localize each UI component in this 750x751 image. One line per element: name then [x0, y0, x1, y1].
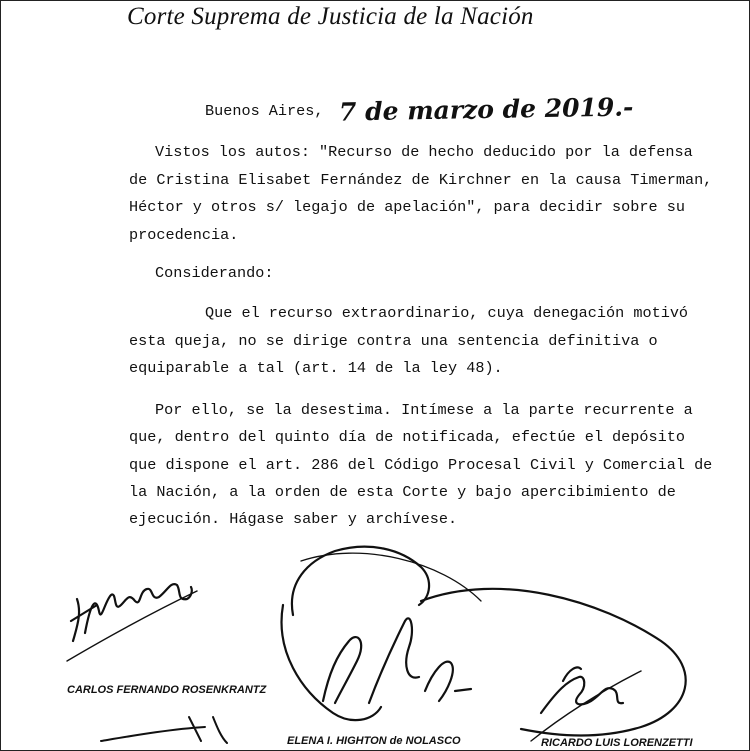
signatory-name-lorenzetti: RICARDO LUIS LORENZETTI [541, 737, 693, 749]
lorenzetti-signature-mark [421, 589, 686, 741]
signatures-graphic [1, 1, 749, 750]
que-line-3: equiparable a tal (art. 14 de la ley 48). [129, 359, 503, 377]
por-ello-line-5: ejecución. Hágase saber y archívese. [129, 510, 458, 528]
por-ello-line-3: que dispone el art. 286 del Código Procesal Civil y Comercial de [129, 456, 713, 474]
que-line-2: esta queja, no se dirige contra una sentencia definitiva o [129, 332, 658, 350]
handwritten-date: 7 de marzo de 2019.- [338, 92, 634, 127]
court-letterhead: Corte Suprema de Justicia de la Nación [127, 3, 534, 30]
highton-signature-mark [282, 547, 481, 720]
por-ello-line-1: Por ello, se la desestima. Intímese a la parte recurrente a [155, 401, 693, 419]
signatory-name-rosenkrantz: CARLOS FERNANDO ROSENKRANTZ [67, 684, 267, 696]
vistos-line-2: de Cristina Elisabet Fernández de Kirchner en la causa Timerman, [129, 171, 713, 189]
vistos-line-4: procedencia. [129, 226, 239, 244]
date-city: Buenos Aires, [205, 102, 324, 120]
por-ello-line-4: la Nación, a la orden de esta Corte y bajo apercibimiento de [129, 483, 676, 501]
rosenkrantz-signature-mark [67, 584, 227, 743]
signatory-name-highton: ELENA I. HIGHTON de NOLASCO [287, 735, 461, 747]
por-ello-line-2: que, dentro del quinto día de notificada, efectúe el depósito [129, 428, 685, 446]
vistos-line-3: Héctor y otros s/ legajo de apelación", para decidir sobre su [129, 198, 685, 216]
vistos-line-1: Vistos los autos: "Recurso de hecho deducido por la defensa [155, 143, 693, 161]
que-line-1: Que el recurso extraordinario, cuya denegación motivó [205, 304, 689, 322]
considerando-heading: Considerando: [155, 264, 274, 282]
